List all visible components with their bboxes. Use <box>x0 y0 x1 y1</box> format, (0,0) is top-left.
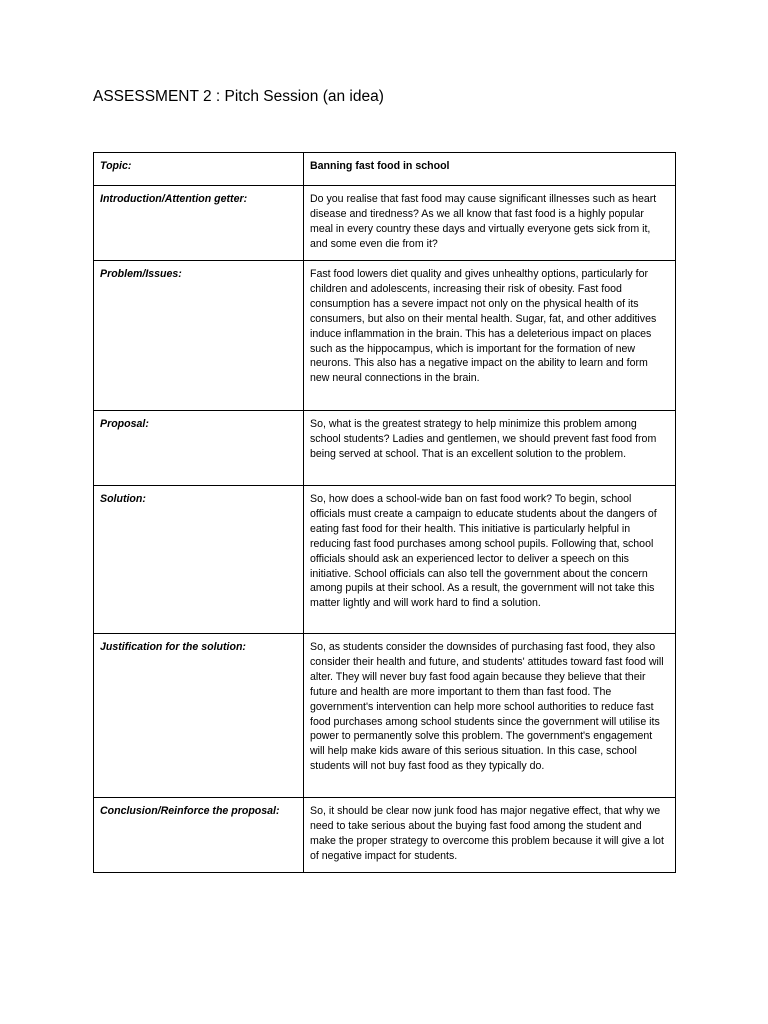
page-title: ASSESSMENT 2 : Pitch Session (an idea) <box>93 88 384 105</box>
row-label: Solution: <box>94 486 304 634</box>
row-content: So, how does a school-wide ban on fast food work? To begin, school officials must create a campaign to educate students about the dangers of eating fast food for their health. This initiative is particularly helpful in reducing fast food purchases among school pupils. Following that, school officials should ask an experienced lector to deliver a speech on this initiative. School officials can also tell the government about the concern among pupils at their school. As a result, the government will not take this matter lightly and will work hard to find a solution. <box>304 486 676 634</box>
table-row-justification <box>94 634 676 798</box>
row-label: Problem/Issues: <box>94 261 304 411</box>
row-label: Justification for the solution: <box>94 634 304 798</box>
table-row-introduction <box>94 186 676 261</box>
row-content: Do you realise that fast food may cause significant illnesses such as heart disease and tiredness? As we all know that fast food is a highly popular meal in every country these days and virtually everyone gets sick from it, and some even die from it? <box>304 186 676 261</box>
row-label: Introduction/Attention getter: <box>94 186 304 261</box>
table-row-conclusion <box>94 798 676 873</box>
row-content: So, it should be clear now junk food has major negative effect, that why we need to take serious about the buying fast food among the student and make the proper strategy to overcome this problem because it will give a lot of negative impact for students. <box>304 798 676 873</box>
table-row-problem <box>94 261 676 411</box>
row-content: Fast food lowers diet quality and gives unhealthy options, particularly for children and adolescents, increasing their risk of obesity. Fast food consumption has a severe impact not only on the physical health of its consumers, but also on their mental health. Sugar, fat, and other additives induce inflammation in the brain. This has a deleterious impact on places such as the hippocampus, which is important for the formation of new neurons. This also has a negative impact on the ability to learn and form new neural connections in the brain. <box>304 261 676 411</box>
row-content: So, what is the greatest strategy to help minimize this problem among school students? Ladies and gentlemen, we should prevent fast food from being served at school. That is an excellent solution to the problem. <box>304 411 676 486</box>
row-content: Banning fast food in school <box>304 153 676 186</box>
row-label: Proposal: <box>94 411 304 486</box>
table-row-solution <box>94 486 676 634</box>
row-content: So, as students consider the downsides of purchasing fast food, they also consider their health and future, and students' attitudes toward fast food will alter. They will never buy fast food again because they believe that their future and health are more important to them than fast food. The government's intervention can help more school authorities to reduce fast food purchases among school students since the government will utilise its power to permanently solve this problem. The government's engagement will help make kids aware of this serious situation. In this case, school students will not buy fast food as they typically do. <box>304 634 676 798</box>
row-label: Topic: <box>94 153 304 186</box>
table-row-proposal <box>94 411 676 486</box>
row-label: Conclusion/Reinforce the proposal: <box>94 798 304 873</box>
pitch-table <box>93 152 676 873</box>
table-row-topic <box>94 153 676 186</box>
